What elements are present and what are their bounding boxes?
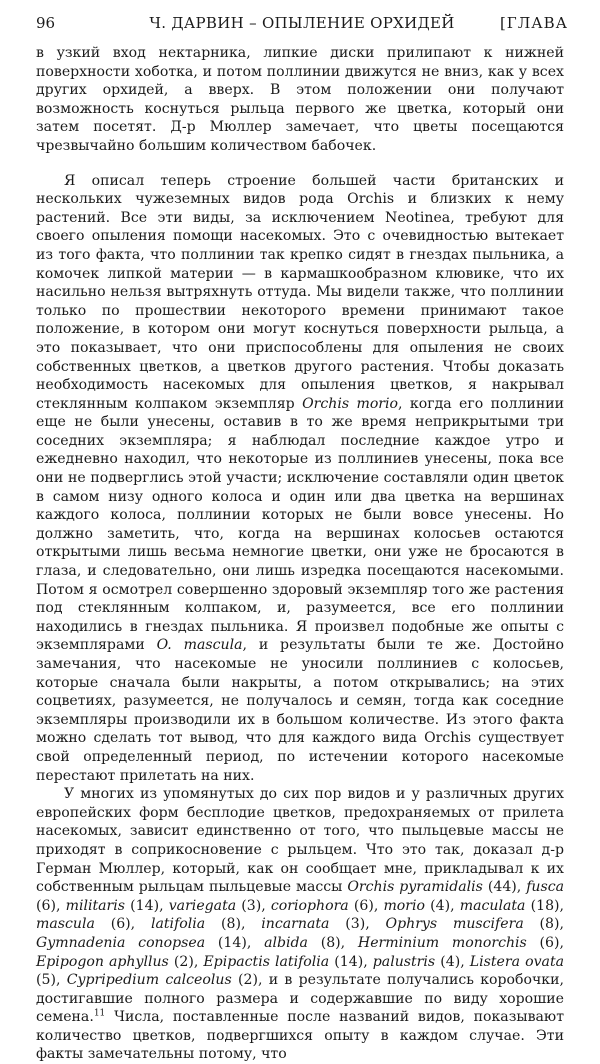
italic-taxon: Ophrys muscifera [385,916,524,933]
italic-taxon: Orchis morio [302,395,399,412]
text-run: , когда его поллинии еще не были унесены, оставив в то же время неприкрытыми три соседних экземпляра; я наблюдал последние каждое утро и ежедневно находил, что некоторые из поллиниев унесены, пока все они не подверглись этой участи; исключение составляли один цветок в самом низу одного колоса и один или два цветка на вершинах каждого колоса, поллинии которых не были вовсе унесены. Но должно заметить, что, когда на вершинах колосьев остаются открытыми лишь весьма немногие цветки, они уже не бросаются в глаза, и следовательно, они лишь изредка посещаются насекомыми. Потом я осмотрел совершенно здоровый экземпляр того же растения под стеклянным колпаком, и, разумеется, все его поллинии находились в гнездах пыльника. Я произвел подобные же опыты с экземплярами [36,395,564,654]
text-run: в узкий вход нектарника, липкие диски прилипают к нижней поверхности хоботка, и потом поллинии движутся не вниз, как у всех других орхидей, а вверх. В этом положении они получают возможность коснуться рыльца первого же цветка, который они затем посетят. Д-р Мюллер замечает, что цветы посещаются чрезвычайно большим количеством бабочек. [36,45,564,154]
italic-taxon: militaris [65,897,126,914]
page-header [36,14,568,36]
italic-taxon: Epipogon aphyllus [36,953,169,970]
italic-taxon: Orchis pyramidalis [347,879,483,896]
running-title: Ч. ДАРВИН – ОПЫЛЕНИЕ ОРХИДЕЙ [149,14,455,32]
italic-taxon: Gymnadenia conopsea [36,934,206,951]
text-run: (2), [168,953,204,970]
text-run: (8), [307,934,358,951]
text-run: (4), [435,953,470,970]
text-run: (3), [236,897,271,914]
italic-taxon: Herminium monorchis [357,934,527,951]
text-run: (3), [329,916,386,933]
italic-taxon: maculata [459,897,526,914]
paragraph [36,785,564,1064]
chapter-label: [ГЛАВА [499,14,568,32]
italic-taxon: Listera ovata [469,953,565,970]
text-run: У многих из упомянутых до сих пор видов и у различных других европейских форм бесплодие цветков, предохраняемых от прилета насекомых, зависит единственно от того, что пыльцевые массы не приходят в соприкосновение с рыльцем. Что это так, доказал д-р Герман Мюллер, который, как он сообщает мне, прикладывал к их собственным рыльцам пыльцевые массы [36,786,564,896]
text-run: (44), [482,879,527,896]
italic-taxon: variegata [168,897,237,914]
text-run: (6), [348,897,384,914]
paragraph [36,172,564,786]
italic-taxon: palustris [372,953,436,970]
text-run: (4), [425,897,460,914]
italic-taxon: O. mascula [156,637,243,654]
italic-taxon: morio [383,897,426,914]
text-run: (14), [205,934,265,951]
text-run: , и результаты были те же. Достойно замечания, что насекомые не уносили поллиниев с колосьев, которые сначала были накрыты, а потом открывались; на этих соцветиях, разумеется, не получалось и семян, тогда как соседние экземпляры производили их в большом количестве. Из этого факта можно сделать тот вывод, что для каждого вида Orchis существует свой определенный период, по истечении которого насекомые перестают прилетать на них. [36,637,564,784]
text-run: (6), [94,916,151,933]
italic-taxon: latifolia [150,916,206,933]
text-run: (14), [329,953,373,970]
text-run: (14), [125,897,169,914]
page-body [36,44,564,1064]
text-run: Числа, поставленные после названий видов, показывают количество цветков, подвергшихся опыту в каждом случае. Эти факты замечательны потому, что [36,1009,564,1063]
footnote-ref: 11 [93,1008,106,1019]
paragraph [36,44,564,156]
text-run: (5), [36,972,67,989]
italic-taxon: Cypripedium calceolus [66,972,232,989]
italic-taxon: albida [264,934,308,951]
text-run: (8), [523,916,565,933]
italic-taxon: mascula [36,916,95,933]
text-run: (6), [36,897,66,914]
page-number: 96 [36,14,56,32]
italic-taxon: incarnata [261,916,330,933]
text-run: (6), [526,934,564,951]
text-run: (2), и в результате получались коробочки, достигавшие полного размера и содержавшие по виду хорошие семена. [36,972,564,1026]
text-run: (8), [205,916,262,933]
text-run: Я описал теперь строение большей части британских и нескольких чужеземных видов рода Orchis и близких к нему растений. Все эти виды, за исключением Neotinea, требуют для своего опыления помощи насекомых. Это с очевидностью вытекает из того факта, что поллинии так крепко сидят в гнездах пыльника, а комочек липкой материи — в кармашкообразном клювике, что их насильно нельзя вытряхнуть оттуда. Мы видели также, что поллинии только по прошествии некоторого времени принимают такое положение, в котором они могут коснуться поверхности рыльца, а это показывает, что они приспособлены для опыления не своих собственных цветков, а цветков другого растения. Чтобы доказать необходимость насекомых для опыления цветков, я накрывал стеклянным колпаком экземпляр [36,172,564,412]
text-run: (18), [525,897,565,914]
italic-taxon: Epipactis latifolia [203,953,330,970]
italic-taxon: fusca [526,879,565,896]
italic-taxon: coriophora [270,897,349,914]
